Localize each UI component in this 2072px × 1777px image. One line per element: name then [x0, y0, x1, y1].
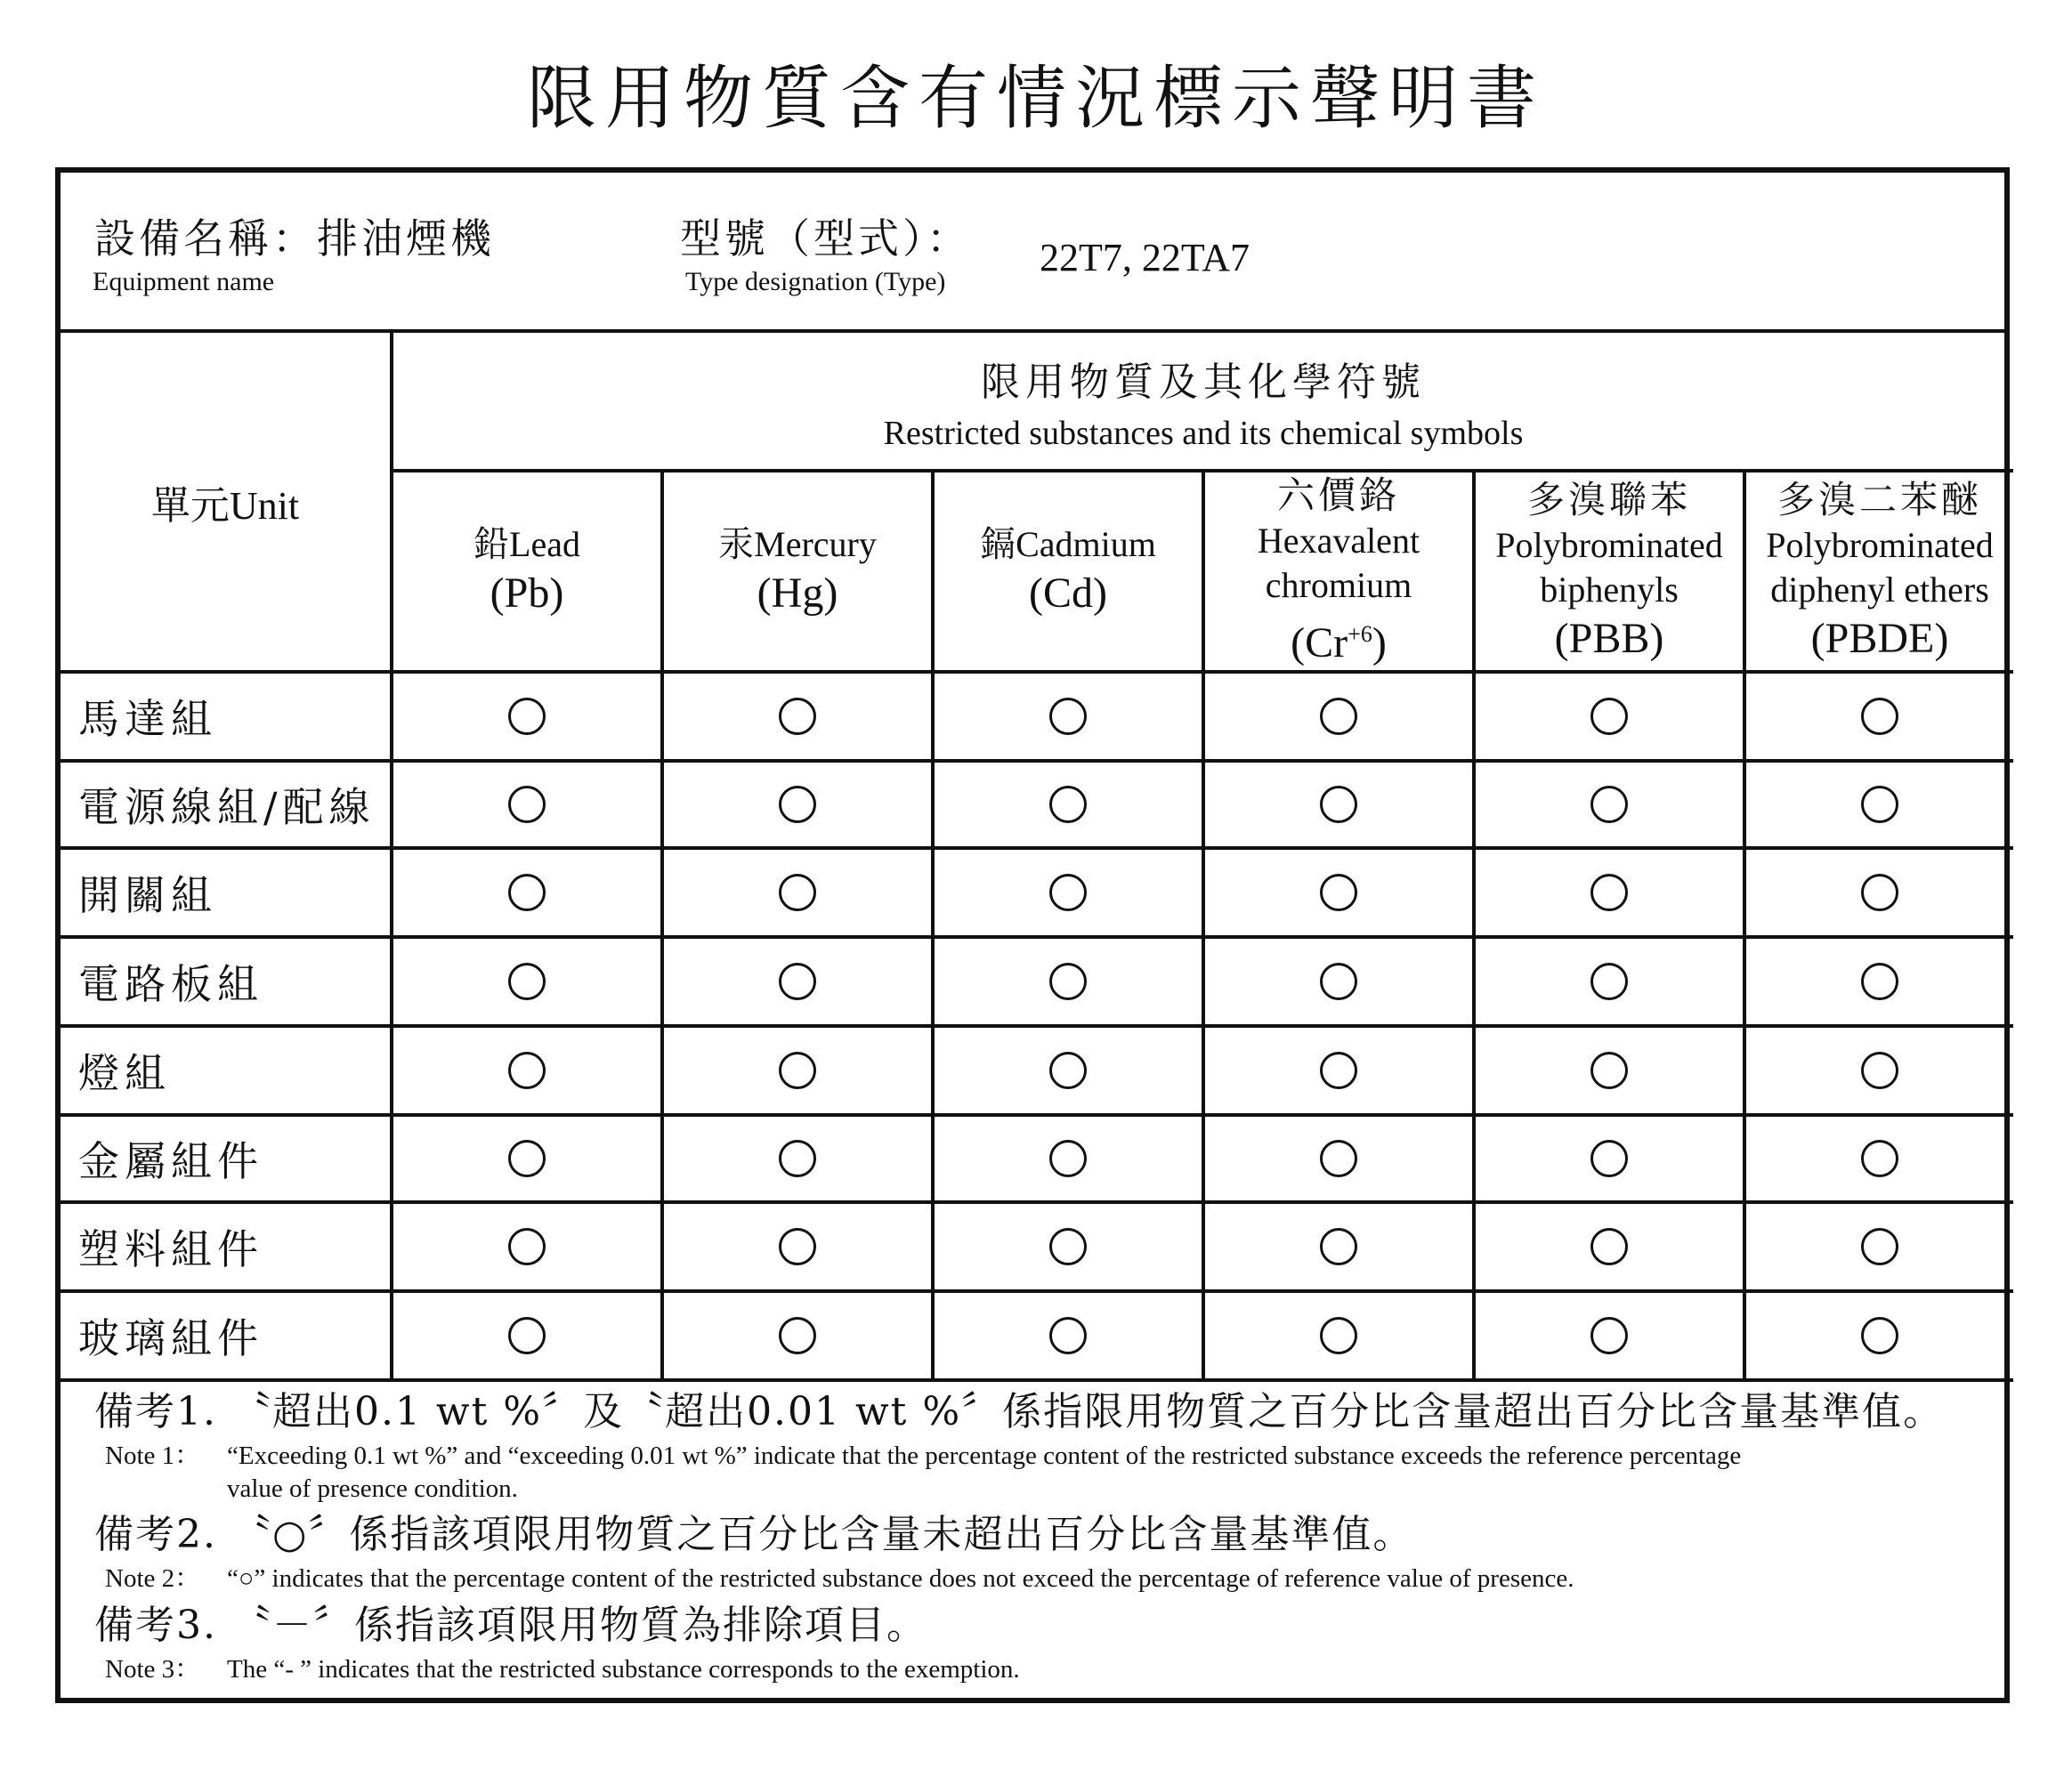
substance-pbb-en2: biphenyls — [1540, 569, 1679, 610]
compliance-cell — [662, 1115, 933, 1202]
type-designation-label: 型號（型式）： — [680, 214, 971, 263]
substance-lead-name: 鉛Lead — [473, 524, 580, 564]
unit-name: 玻璃組件 — [61, 1291, 392, 1380]
not-exceeding-mark — [508, 874, 546, 911]
not-exceeding-mark — [1590, 698, 1628, 735]
compliance-cell — [392, 1291, 662, 1380]
substance-lead-symbol: (Pb) — [490, 569, 564, 617]
compliance-cell — [1474, 937, 1744, 1026]
chromium-valence: +6 — [1348, 621, 1372, 647]
not-exceeding-mark — [1861, 1228, 1898, 1265]
compliance-cell — [392, 761, 662, 848]
compliance-cell — [662, 937, 933, 1026]
compliance-cell — [1744, 761, 2013, 848]
substance-cadmium-name: 鎘Cadmium — [980, 524, 1156, 564]
not-exceeding-mark — [1861, 1140, 1898, 1177]
not-exceeding-mark — [1320, 1228, 1357, 1265]
note-2-text: “○” indicates that the percentage content of the restricted substance does not exceed the percentage of reference value of presence. — [227, 1564, 1574, 1593]
unit-name: 金屬組件 — [61, 1115, 392, 1202]
substance-header-lead — [392, 471, 662, 672]
unit-name: 燈組 — [61, 1026, 392, 1115]
compliance-cell — [392, 848, 662, 937]
unit-header-label: 單元Unit — [150, 483, 300, 528]
substance-header-pbde — [1744, 471, 2013, 672]
note-3-label: Note 3： — [105, 1655, 201, 1684]
substance-chromium-symbol: $(Cr^{+6})$ — [1291, 619, 1387, 666]
note-2 — [94, 1502, 1978, 1595]
compliance-cell — [933, 1115, 1203, 1202]
note-3 — [94, 1593, 1978, 1686]
substance-cadmium-symbol: (Cd) — [1029, 569, 1107, 617]
declaration-frame — [55, 167, 2010, 1703]
not-exceeding-mark — [1861, 1317, 1898, 1354]
compliance-cell — [1744, 672, 2013, 761]
unit-name: 馬達組 — [61, 672, 392, 761]
compliance-cell — [1744, 1115, 2013, 1202]
not-exceeding-mark — [1861, 874, 1898, 911]
table-row — [61, 672, 2013, 761]
type-designation-value: 22T7, 22TA7 — [1040, 236, 1250, 279]
not-exceeding-mark — [1861, 963, 1898, 1000]
not-exceeding-mark — [1049, 1317, 1087, 1354]
substance-group-title-en: Restricted substances and its chemical symbols — [883, 414, 1524, 452]
not-exceeding-mark — [508, 698, 546, 735]
unit-rows — [61, 672, 2013, 1380]
substance-chromium-zh: 六價鉻 — [1276, 473, 1400, 517]
compliance-cell — [1744, 937, 2013, 1026]
compliance-cell — [392, 1115, 662, 1202]
not-exceeding-mark — [1320, 1052, 1357, 1089]
compliance-cell — [662, 848, 933, 937]
substance-pbb-symbol: (PBB) — [1554, 615, 1664, 662]
not-exceeding-mark — [1320, 963, 1357, 1000]
not-exceeding-mark — [508, 1228, 546, 1265]
compliance-cell — [1474, 1026, 1744, 1115]
equipment-header — [61, 173, 2004, 333]
compliance-cell — [1744, 848, 2013, 937]
substance-header-cadmium — [933, 471, 1203, 672]
not-exceeding-mark — [779, 786, 816, 823]
not-exceeding-mark — [1590, 874, 1628, 911]
not-exceeding-mark — [1320, 1140, 1357, 1177]
note-1-text: “Exceeding 0.1 wt %” and “exceeding 0.01 wt %” indicate that the percentage content of the restricted substance exceeds the reference percentage — [227, 1442, 1742, 1470]
substance-header-pbb — [1474, 471, 1744, 672]
not-exceeding-mark — [1320, 698, 1357, 735]
not-exceeding-mark — [1320, 786, 1357, 823]
compliance-cell — [1474, 1202, 1744, 1291]
compliance-cell — [662, 1291, 933, 1380]
compliance-cell — [1474, 848, 1744, 937]
compliance-cell — [662, 672, 933, 761]
substance-group-header — [392, 333, 2013, 471]
not-exceeding-mark — [1590, 786, 1628, 823]
compliance-cell — [1203, 1202, 1474, 1291]
not-exceeding-mark — [1049, 1140, 1087, 1177]
compliance-cell — [1744, 1291, 2013, 1380]
substance-mercury-name: 汞Mercury — [718, 524, 877, 564]
substance-pbde-en2: diphenyl ethers — [1770, 569, 1989, 610]
not-exceeding-mark — [779, 874, 816, 911]
not-exceeding-mark — [779, 1317, 816, 1354]
note-1-label: Note 1： — [105, 1442, 201, 1470]
compliance-cell — [392, 672, 662, 761]
not-exceeding-mark — [508, 1052, 546, 1089]
not-exceeding-mark — [1590, 963, 1628, 1000]
note-1 — [94, 1379, 1978, 1506]
substance-chromium-en1: Hexavalent — [1257, 521, 1420, 561]
compliance-cell — [1203, 672, 1474, 761]
compliance-cell — [933, 761, 1203, 848]
note-1-zh: 備考1. 〝超出0.1 wt %〞及〝超出0.01 wt %〞係指限用物質之百分比含量超出百分比含量基準值。 — [94, 1389, 1945, 1434]
compliance-cell — [1744, 1026, 2013, 1115]
compliance-cell — [1474, 761, 1744, 848]
note-2-en — [105, 1563, 1978, 1595]
compliance-cell — [1203, 1291, 1474, 1380]
unit-name: 開關組 — [61, 848, 392, 937]
table-row — [61, 937, 2013, 1026]
not-exceeding-mark — [1320, 1317, 1357, 1354]
compliance-cell — [662, 761, 933, 848]
not-exceeding-mark — [1861, 1052, 1898, 1089]
compliance-cell — [1203, 1026, 1474, 1115]
compliance-cell — [933, 672, 1203, 761]
not-exceeding-mark — [1049, 1052, 1087, 1089]
table-row — [61, 761, 2013, 848]
not-exceeding-mark — [1590, 1052, 1628, 1089]
page-title: 限用物質含有情況標示聲明書 — [526, 59, 1545, 139]
compliance-cell — [1203, 848, 1474, 937]
not-exceeding-mark — [779, 1228, 816, 1265]
unit-name: 電源線組/配線 — [61, 761, 392, 848]
compliance-cell — [933, 1291, 1203, 1380]
not-exceeding-mark — [1049, 786, 1087, 823]
table-row — [61, 1291, 2013, 1380]
table-row — [61, 1115, 2013, 1202]
substance-table — [61, 333, 2013, 1382]
equipment-name-label-en: Equipment name — [93, 267, 275, 296]
not-exceeding-mark — [1590, 1228, 1628, 1265]
substance-pbb-zh: 多溴聯苯 — [1526, 478, 1691, 521]
not-exceeding-mark — [779, 963, 816, 1000]
compliance-cell — [392, 1026, 662, 1115]
compliance-cell — [392, 937, 662, 1026]
note-3-text: The “- ” indicates that the restricted substance corresponds to the exemption. — [227, 1655, 1020, 1684]
not-exceeding-mark — [1049, 874, 1087, 911]
note-3-en — [105, 1653, 1978, 1686]
compliance-cell — [933, 1202, 1203, 1291]
note-3-zh: 備考3. 〝－〞係指該項限用物質為排除項目。 — [94, 1603, 927, 1648]
note-1-en — [105, 1440, 1978, 1506]
not-exceeding-mark — [779, 1140, 816, 1177]
not-exceeding-mark — [1861, 698, 1898, 735]
note-2-label: Note 2： — [105, 1564, 201, 1593]
substance-pbde-zh: 多溴二苯醚 — [1777, 478, 1983, 521]
not-exceeding-mark — [1320, 874, 1357, 911]
compliance-cell — [1474, 1291, 1744, 1380]
not-exceeding-mark — [1049, 963, 1087, 1000]
substance-mercury-symbol: (Hg) — [757, 569, 838, 617]
substance-group-title-zh: 限用物質及其化學符號 — [981, 359, 1427, 405]
not-exceeding-mark — [1590, 1140, 1628, 1177]
table-row — [61, 1026, 2013, 1115]
not-exceeding-mark — [779, 1052, 816, 1089]
note-1-text-cont: value of presence condition. — [227, 1474, 518, 1503]
not-exceeding-mark — [1861, 786, 1898, 823]
table-row — [61, 1202, 2013, 1291]
unit-header — [61, 333, 392, 672]
not-exceeding-mark — [779, 698, 816, 735]
not-exceeding-mark — [508, 963, 546, 1000]
equipment-name-label: 設備名稱：排油煙機 — [94, 214, 495, 263]
compliance-cell — [392, 1202, 662, 1291]
substance-chromium-en2: chromium — [1265, 565, 1412, 605]
compliance-cell — [933, 848, 1203, 937]
compliance-cell — [1474, 1115, 1744, 1202]
compliance-cell — [662, 1026, 933, 1115]
compliance-cell — [933, 937, 1203, 1026]
not-exceeding-mark — [508, 1317, 546, 1354]
compliance-cell — [1744, 1202, 2013, 1291]
unit-name: 電路板組 — [61, 937, 392, 1026]
substance-header-mercury — [662, 471, 933, 672]
note-2-zh: 備考2. 〝○〞係指該項限用物質之百分比含量未超出百分比含量基準值。 — [94, 1512, 1414, 1557]
type-designation-label-en: Type designation (Type) — [685, 267, 946, 296]
substance-pbde-symbol: (PBDE) — [1810, 615, 1949, 662]
unit-name: 塑料組件 — [61, 1202, 392, 1291]
compliance-cell — [1203, 761, 1474, 848]
not-exceeding-mark — [1049, 1228, 1087, 1265]
compliance-cell — [1203, 1115, 1474, 1202]
not-exceeding-mark — [508, 786, 546, 823]
substance-pbb-en1: Polybrominated — [1495, 525, 1723, 565]
notes-section — [61, 1369, 2004, 1698]
not-exceeding-mark — [1590, 1317, 1628, 1354]
substance-pbde-en1: Polybrominated — [1766, 525, 1994, 565]
not-exceeding-mark — [508, 1140, 546, 1177]
substance-header-chromium — [1203, 471, 1474, 672]
compliance-cell — [1474, 672, 1744, 761]
compliance-cell — [1203, 937, 1474, 1026]
table-row — [61, 848, 2013, 937]
not-exceeding-mark — [1049, 698, 1087, 735]
compliance-cell — [662, 1202, 933, 1291]
compliance-cell — [933, 1026, 1203, 1115]
